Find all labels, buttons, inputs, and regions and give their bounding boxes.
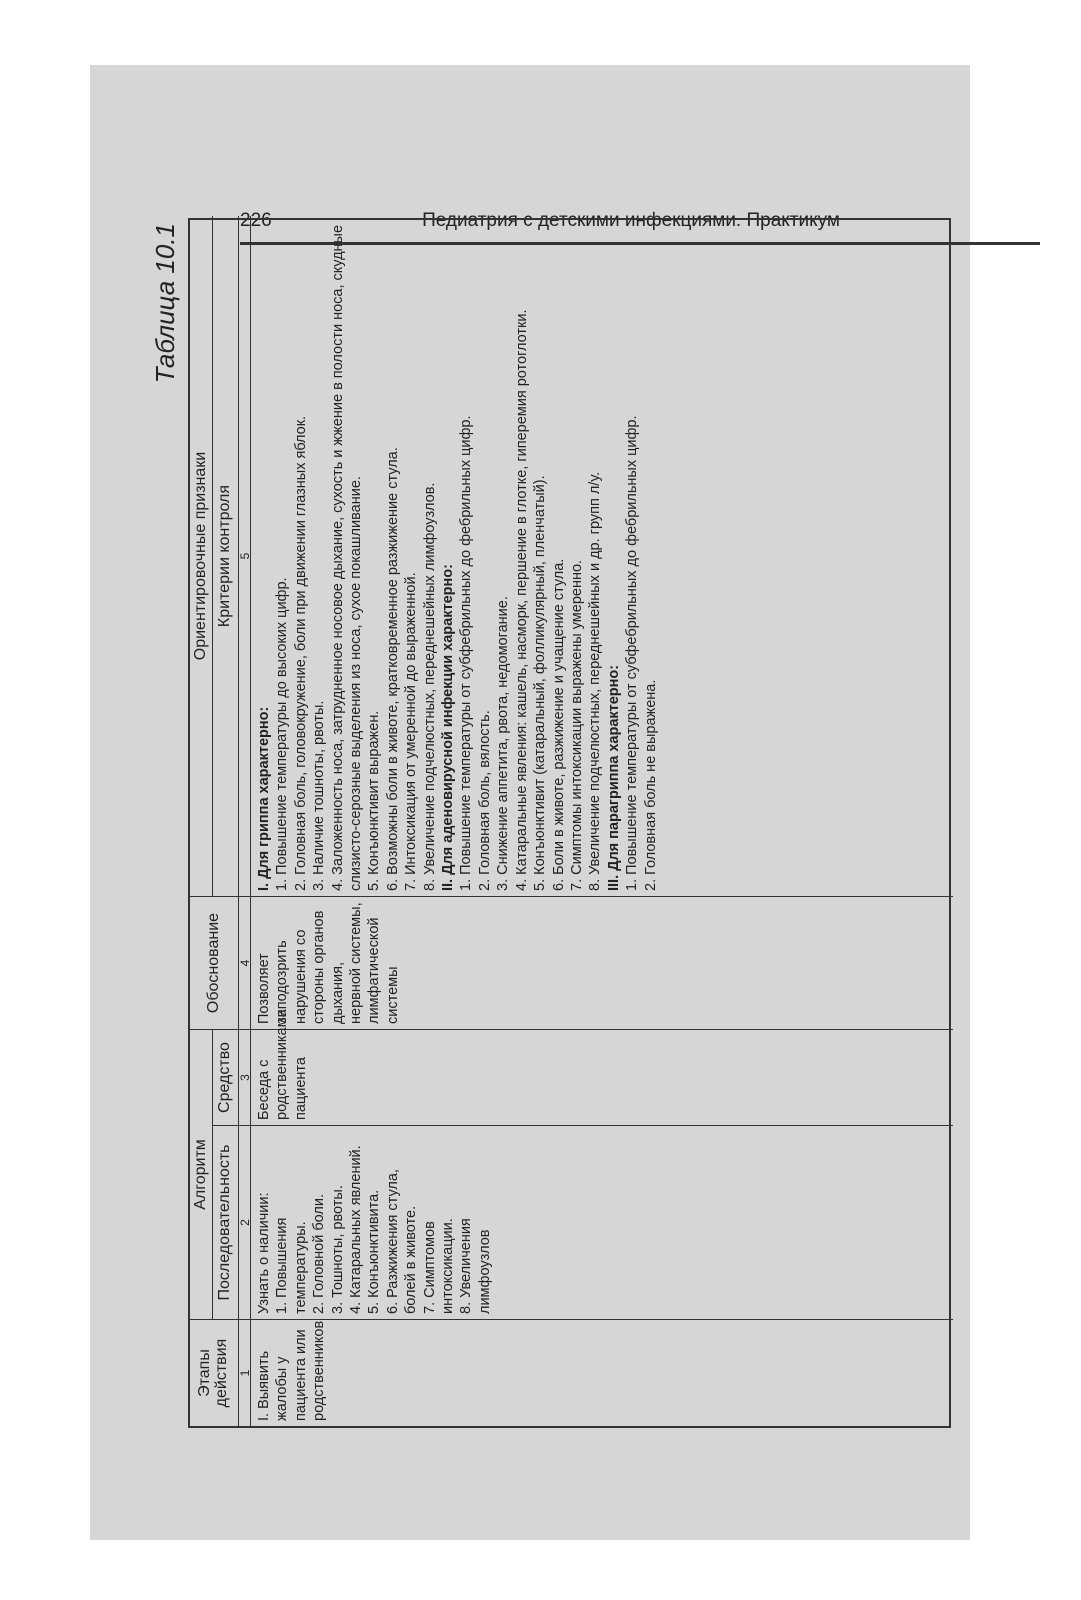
header-basis: Обоснование (190, 896, 239, 1029)
list-item: 6. Разжижения стула, болей в животе. (384, 1169, 420, 1314)
table (188, 218, 951, 1428)
list-item: 8. Увеличение подчелюстных, переднешейных и др. групп л/у. (587, 471, 604, 891)
list-item: 1. Повышение температуры от субфебрильных до фебрильных цифр. (624, 415, 641, 891)
list-item: 1. Повышение температуры от субфебрильных до фебрильных цифр. (458, 415, 475, 891)
list-item: 3. Наличие тошноты, рвоты. (311, 700, 328, 891)
adeno-title: II. Для аденовирусной инфекции характерно: (440, 564, 457, 891)
stage-text: I. Выявить жалобы у пациента или родственников (256, 1320, 328, 1421)
list-item: 7. Интоксикация от умеренной до выраженной. (403, 572, 420, 891)
means-text: Беседа с родственниками пациента (256, 1009, 309, 1120)
paraflu-title: III. Для парагриппа характерно: (605, 664, 622, 891)
list-item: 1. Повышение температуры до высоких цифр. (274, 577, 291, 891)
rotated-table-frame (148, 213, 948, 1428)
list-item: 4. Заложенность носа, затрудненное носовое дыхание, сухость и жжение в полости носа, скудные слизисто-серозные выделения из носа, сухое покашливание. (329, 224, 365, 891)
list-item: 4. Катаральные явления: кашель, насморк, першение в глотке, гиперемия ротоглотки. (513, 309, 530, 891)
page-number: 226 (240, 210, 272, 231)
list-item: 8. Увеличения лимфоузлов (458, 1218, 493, 1314)
list-item: 2. Головная боль, головокружение, боли при движении глазных яблок. (292, 415, 309, 891)
header-means: Средство (213, 1029, 239, 1125)
adeno-list (457, 221, 604, 891)
criteria-cell (251, 216, 953, 896)
column-number: 1 (239, 1319, 251, 1426)
list-item: 7. Симптомов интоксикации. (421, 1218, 457, 1314)
sequence-list (273, 1131, 494, 1314)
influenza-list (273, 221, 439, 891)
column-number: 3 (239, 1029, 251, 1125)
header-algorithm: Алгоритм (190, 1029, 213, 1319)
list-item: 2. Головная боль не выражена. (642, 679, 659, 891)
list-item: 5. Конъюнктивит выражен. (366, 710, 383, 891)
list-item: 3. Снижение аппетита, рвота, недомогание. (495, 596, 512, 891)
header-stages: Этапы действия (190, 1319, 239, 1426)
basis-cell (251, 896, 953, 1029)
column-number: 4 (239, 896, 251, 1029)
basis-text: Позволяет заподозрить нарушения со стороны органов дыхания, нервной системы, лимфатической системы (256, 902, 401, 1024)
list-item: 2. Головная боль, вялость. (476, 710, 493, 891)
list-item: 2. Головной боли. (311, 1194, 328, 1314)
list-item: 4. Катаральных явлений. (348, 1145, 365, 1314)
column-number: 5 (239, 216, 251, 896)
paraflu-list (623, 221, 660, 891)
list-item: 5. Конъюнктивит (катаральный, фолликулярный, пленчатый). (532, 475, 549, 891)
list-item: 6. Возможны боли в животе, кратковременное разжижение стула. (384, 447, 401, 891)
list-item: 6. Боли в животе, разжижение и учащение стула. (550, 558, 567, 891)
header-sequence: Последовательность (213, 1125, 239, 1319)
running-header-title: Педиатрия с детскими инфекциями. Практикум (422, 210, 840, 231)
list-item: 1. Повышения температуры. (274, 1217, 309, 1314)
list-item: 7. Симптомы интоксикации выражены умеренно. (568, 559, 585, 891)
table-caption: Таблица 10.1 (150, 223, 180, 384)
stage-cell (251, 1319, 953, 1426)
sequence-intro: Узнать о наличии: (256, 1192, 272, 1314)
sequence-cell (251, 1125, 953, 1319)
header-signs: Ориентировочные признаки (190, 216, 213, 896)
influenza-title: I. Для гриппа характерно: (256, 706, 272, 891)
list-item: 3. Тошноты, рвоты. (329, 1185, 346, 1314)
list-item: 8. Увеличение подчелюстных, переднешейных лимфоузлов. (421, 482, 438, 891)
list-item: 5. Конъюнктивита. (366, 1189, 383, 1314)
column-number: 2 (239, 1125, 251, 1319)
header-criteria: Критерии контроля (213, 216, 239, 896)
means-cell (251, 1009, 953, 1125)
